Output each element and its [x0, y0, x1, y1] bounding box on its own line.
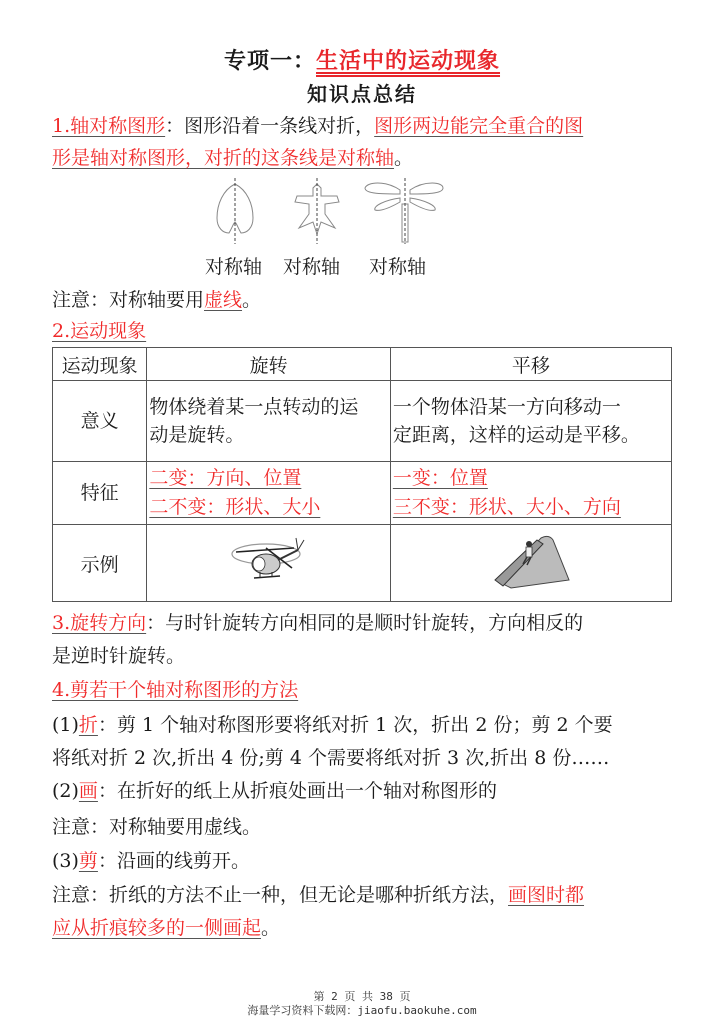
step2-line: (2)画：在折好的纸上从折痕处画出一个轴对称图形的 [52, 780, 497, 802]
section1-heading: 1.轴对称图形 [52, 115, 166, 137]
table-header-row [53, 348, 672, 381]
step1-key: 折 [78, 714, 98, 736]
row-label: 意义 [53, 381, 147, 462]
leaf-figure-icon [217, 178, 253, 244]
step2-key: 画 [78, 780, 98, 802]
page-number: 第 2 页 共 38 页 [313, 990, 411, 1003]
axis-label-kite: 对称轴 [283, 256, 341, 278]
rotation-example [147, 525, 391, 602]
title-prefix: 专项一： [223, 48, 316, 74]
section1-line2: 形是轴对称图形，对折的这条线是对称轴。 [52, 147, 414, 169]
section2-heading: 2.运动现象 [52, 320, 147, 342]
slide-icon [491, 532, 571, 590]
axis-label-leaf: 对称轴 [205, 256, 263, 278]
row-label: 特征 [53, 462, 147, 525]
translation-features: 一变：位置 三不变：形状、大小、方向 [390, 462, 671, 525]
step1-line2: 将纸对折 2 次,折出 4 份;剪 4 个需要将纸对折 3 次,折出 8 份…… [52, 747, 610, 769]
section3-line1: 3.旋转方向：与时针旋转方向相同的是顺时针旋转，方向相反的 [52, 612, 584, 634]
rotation-meaning: 物体绕着某一点转动的运 动是旋转。 [147, 381, 391, 462]
step3-key: 剪 [78, 850, 98, 872]
section4-note2-line2: 应从折痕较多的一侧画起。 [52, 917, 281, 939]
kite-figure-icon [295, 178, 339, 244]
section1-note: 注意：对称轴要用虚线。 [52, 289, 262, 311]
step3-line: (3)剪：沿画的线剪开。 [52, 850, 250, 872]
section3-line2: 是逆时针旋转。 [52, 645, 186, 667]
step1-line1: (1)折：剪 1 个轴对称图形要将纸对折 1 次，折出 2 份；剪 2 个要 [52, 714, 613, 736]
motion-table [52, 347, 672, 602]
dragonfly-figure-icon [365, 178, 443, 244]
section4-heading: 4.剪若干个轴对称图形的方法 [52, 679, 299, 701]
title-main: 生活中的运动现象 [316, 48, 501, 74]
axis-label-dragonfly: 对称轴 [369, 256, 427, 278]
table-row [53, 462, 672, 525]
table-header-cell: 平移 [390, 348, 671, 381]
translation-meaning: 一个物体沿某一方向移动一 定距离，这样的运动是平移。 [390, 381, 671, 462]
page-title [0, 44, 724, 75]
page-subtitle: 知识点总结 [307, 82, 417, 106]
section1-definition: 图形两边能完全重合的图 [374, 115, 584, 137]
helicopter-icon [228, 532, 310, 590]
section1-line1: 1.轴对称图形：图形沿着一条线对折，图形两边能完全重合的图 [52, 115, 584, 137]
section4-note2-line1: 注意：折纸的方法不止一种，但无论是哪种折纸方法，画图时都 [52, 884, 585, 906]
rotation-features: 二变：方向、位置 二不变：形状、大小 [147, 462, 391, 525]
table-header-cell: 旋转 [147, 348, 391, 381]
section3-heading: 3.旋转方向 [52, 612, 147, 634]
table-header-cell: 运动现象 [53, 348, 147, 381]
section4-note1: 注意：对称轴要用虚线。 [52, 816, 262, 838]
footer-source: 海量学习资料下载网：jiaofu.baokuhe.com [247, 1004, 477, 1017]
symmetry-axis-labels [205, 252, 426, 279]
translation-example [390, 525, 671, 602]
symmetry-figures [205, 178, 445, 248]
table-row [53, 525, 672, 602]
table-row [53, 381, 672, 462]
row-label: 示例 [53, 525, 147, 602]
symmetry-figures-svg [205, 178, 445, 248]
